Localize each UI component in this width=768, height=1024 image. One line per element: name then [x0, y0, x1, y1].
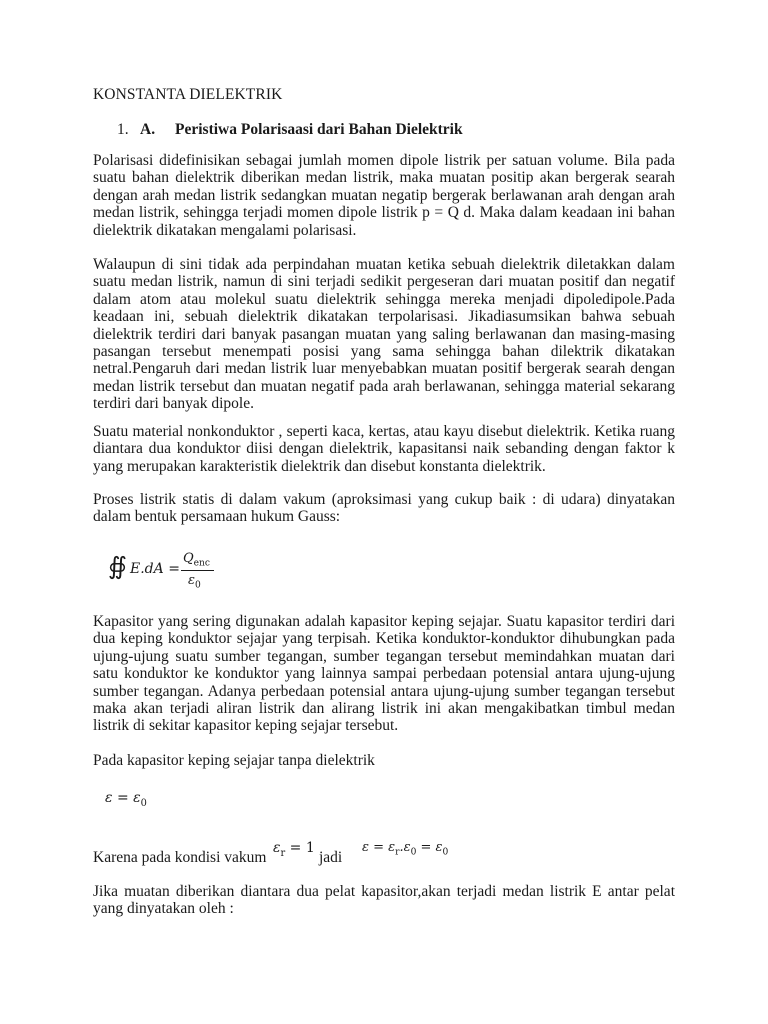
gauss-numerator: $Q_{enc}$ [183, 551, 211, 569]
section-letter: A. [140, 121, 156, 138]
surface-integral-symbol: ∯ [108, 552, 127, 580]
section-heading [117, 121, 463, 139]
epsilon-r-equation: $\varepsilon_r = 1$ [273, 840, 315, 859]
section-number: 1. [117, 121, 129, 138]
paragraph-material-nonkonduktor: Suatu material nonkonduktor , seperti kaca, kertas, atau kayu disebut dielektrik. Ketika ruang diantara dua konduktor diisi dengan dielektrik, kapasitansi naik sebanding dengan faktor k yang merupakan karakteristik dielektrik dan disebut konstanta dielektrik. [93, 423, 675, 475]
paragraph-polarisasi: Polarisasi didefinisikan sebagai jumlah momen dipole listrik per satuan volume. Bila pada suatu bahan dielektrik diberikan medan listrik, maka muatan positip akan bergerak searah dengan arah medan listrik sedangkan muatan negatip bergerak berlawanan arah dengan arah medan listrik, sehingga terjadi momen dipole listrik p = Q d. Maka dalam keadaan ini bahan dielektrik dikatakan mengalami polarisasi. [93, 152, 675, 239]
paragraph-kapasitor: Kapasitor yang sering digunakan adalah kapasitor keping sejajar. Suatu kapasitor terdiri dari dua keping konduktor sejajar yang terpisah. Ketika konduktor-konduktor dihubungkan pada ujung-ujung suatu sumber tegangan, sumber tegangan tersebut memindahkan muatan dari satu konduktor ke konduktor yang lainnya sampai perbedaan potensial antara ujung-ujung sumber tegangan. Adanya perbedaan potensial antara ujung-ujung sumber tegangan tersebut maka akan terjadi aliran listrik dan alirang listrik ini akan mengakibatkan timbul medan listrik di sekitar kapasitor keping sejajar tersebut. [93, 613, 675, 735]
section-title: Peristiwa Polarisaasi dari Bahan Dielektrik [175, 121, 463, 138]
gauss-equation [108, 551, 228, 594]
jadi-label: jadi [319, 849, 343, 866]
gauss-denominator: $\varepsilon_0$ [188, 573, 201, 591]
gauss-lhs: E.dA = [130, 561, 180, 577]
epsilon-chain-equation: $\varepsilon = \varepsilon_r.\varepsilon_0 = \varepsilon_0$ [362, 840, 449, 858]
fraction-bar [181, 570, 214, 571]
paragraph-tanpa-dielektrik: Pada kapasitor keping sejajar tanpa dielektrik [93, 752, 375, 769]
paragraph-kondisi-vakum: Karena pada kondisi vakum [93, 849, 267, 866]
document-heading: KONSTANTA DIELEKTRIK [93, 86, 283, 103]
paragraph-medan-listrik: Jika muatan diberikan diantara dua pelat kapasitor,akan terjadi medan listrik E antar pelat yang dinyatakan oleh : [93, 883, 675, 918]
paragraph-walaupun: Walaupun di sini tidak ada perpindahan muatan ketika sebuah dielektrik diletakkan dalam suatu medan listrik, namun di sini terjadi sedikit pergeseran dari muatan positif dan negatif dalam atom atau molekul suatu dielektrik sehingga mereka menjadi dipoledipole.Pada keadaan ini, sebuah dielektrik dikatakan terpolarisasi. Jikadiasumsikan bahwa sebuah dielektrik terdiri dari banyak pasangan muatan yang saling berlawanan dan masing-masing pasangan tersebut menempati posisi yang sama sehingga bahan dilektrik dikatakan netral.Pengaruh dari medan listrik luar menyebabkan muatan positif bergerak searah dengan medan listrik tersebut dan muatan negatif pada arah berlawanan, sehingga material sekarang terdiri dari banyak dipole. [93, 256, 675, 413]
paragraph-proses-listrik: Proses listrik statis di dalam vakum (aproksimasi yang cukup baik : di udara) dinyatakan dalam bentuk persamaan hukum Gauss: [93, 491, 675, 526]
epsilon-equation: $\varepsilon = \varepsilon_0$ [105, 790, 147, 809]
